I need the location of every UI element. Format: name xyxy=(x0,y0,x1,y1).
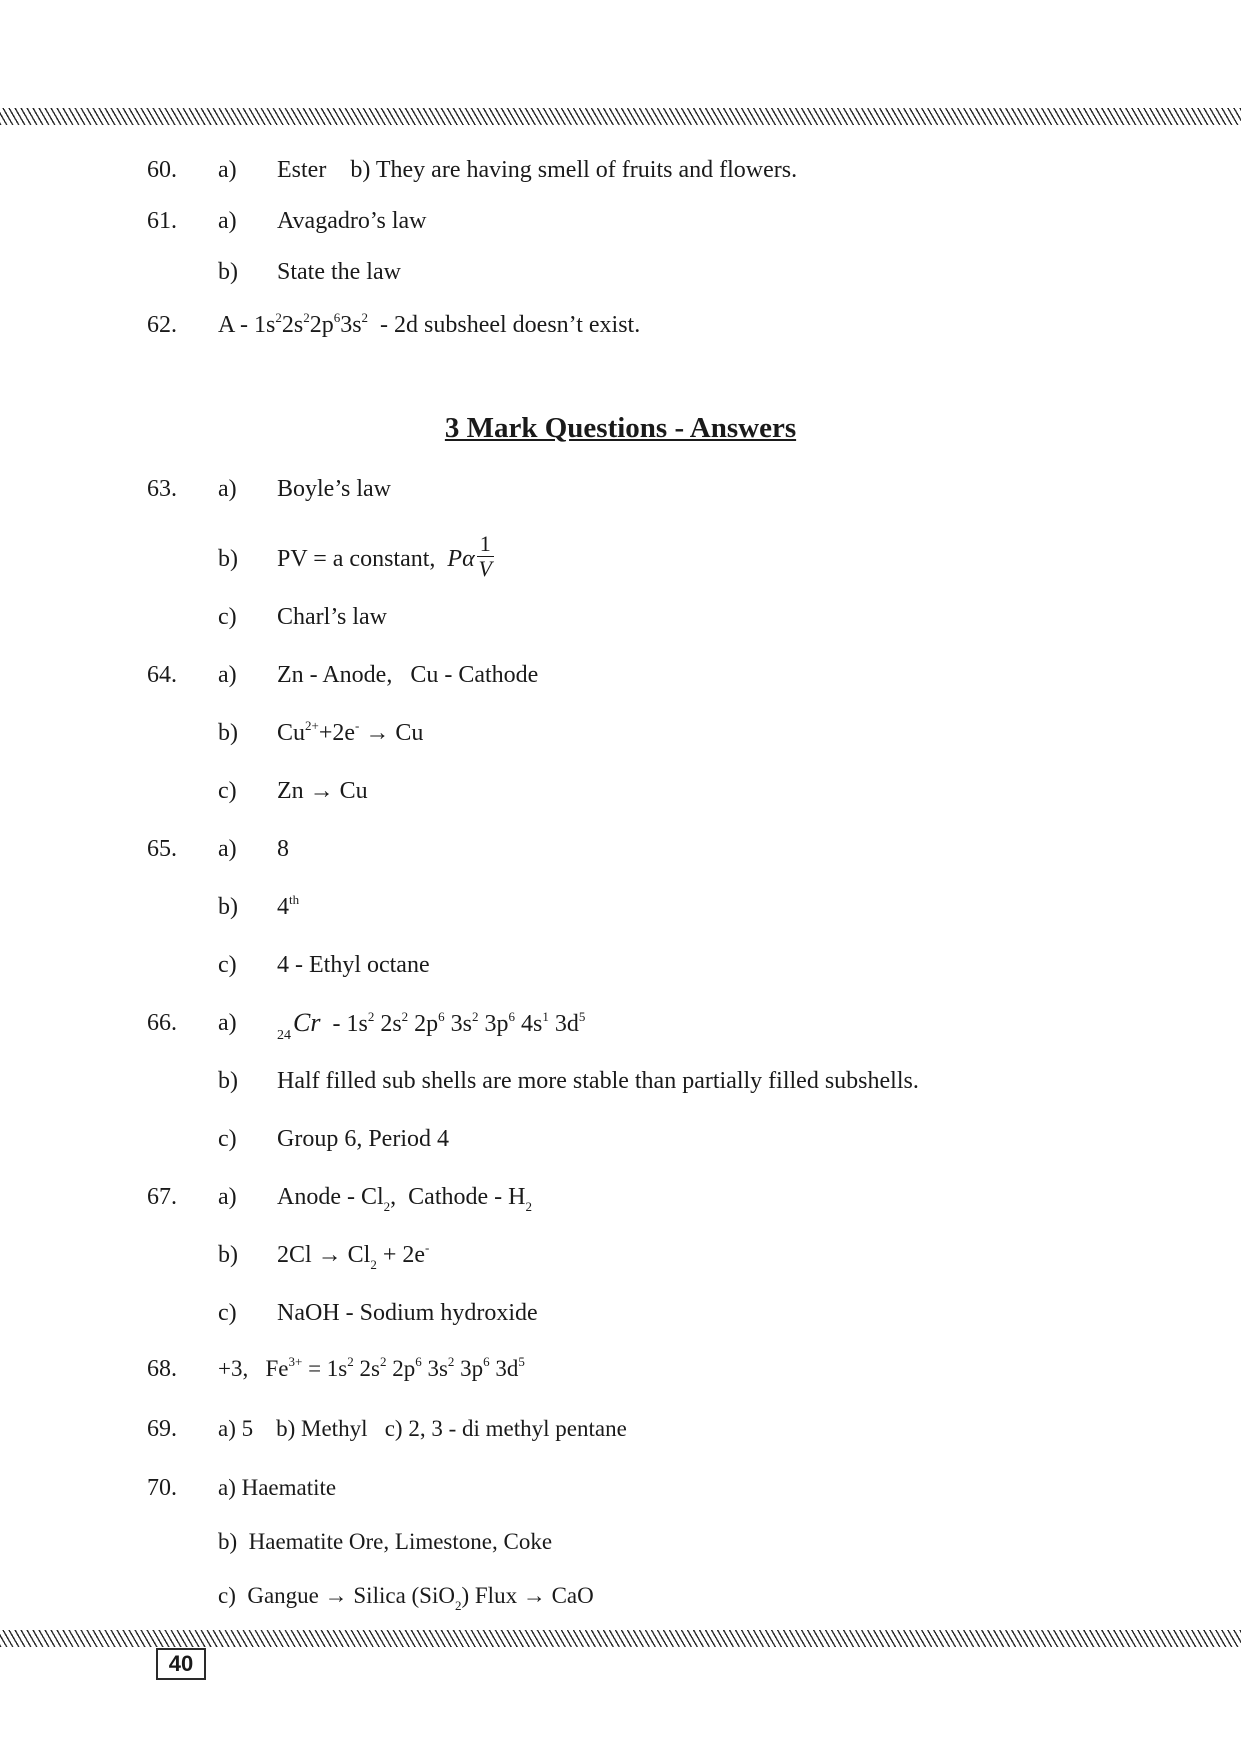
q66-b-text: Half filled sub shells are more stable than partially filled subshells. xyxy=(277,1068,919,1094)
q63-b-label: b) xyxy=(218,546,238,572)
orbital-electrons: 2 xyxy=(379,1354,387,1369)
q60-b-text: b) They are having smell of fruits and flowers. xyxy=(350,157,798,183)
q65-c-text: 4 - Ethyl octane xyxy=(277,952,430,978)
q65-b-answer xyxy=(277,892,299,922)
q64-b-sup: 2+ xyxy=(305,718,319,733)
q60-number: 60. xyxy=(147,157,177,183)
q66-c-text: Group 6, Period 4 xyxy=(277,1126,449,1152)
q68-sup: 3+ xyxy=(288,1354,303,1369)
orbital-electrons: 6 xyxy=(483,1354,490,1369)
orbital-label: 2p xyxy=(386,1356,416,1381)
q63-b-text: PV = a constant, xyxy=(277,546,436,572)
q67-b-sup: - xyxy=(425,1240,430,1255)
q70-c-sub: 2 xyxy=(454,1598,462,1613)
q68-answer xyxy=(218,1354,525,1384)
orbital-electrons: 1 xyxy=(542,1009,549,1024)
fraction-denominator: V xyxy=(478,555,492,581)
q70-b-text: b) Haematite Ore, Limestone, Coke xyxy=(218,1529,553,1554)
q62-number: 62. xyxy=(147,312,177,338)
atomic-number: 24 xyxy=(277,1028,291,1043)
q67-a-text: , Cathode - H xyxy=(390,1184,526,1210)
q63-a-label: a) xyxy=(218,476,237,502)
q63-number: 63. xyxy=(147,476,177,502)
q65-c-label: c) xyxy=(218,952,237,978)
q62-text: 3s xyxy=(340,312,362,338)
q66-c-label: c) xyxy=(218,1126,237,1152)
q62-text: 2p xyxy=(309,312,334,338)
orbital-label: 3p xyxy=(454,1356,484,1381)
orbital-electrons: 2 xyxy=(347,1354,354,1369)
q67-b-answer xyxy=(277,1240,429,1270)
orbital-electrons: 2 xyxy=(447,1354,455,1369)
q63-proportional: Pα xyxy=(447,546,475,572)
q67-b-label: b) xyxy=(218,1242,238,1268)
orbital-label: 3s xyxy=(421,1356,448,1381)
q65-b-text: 4 xyxy=(277,894,289,920)
q61-b-label: b) xyxy=(218,259,238,285)
fraction-numerator: 1 xyxy=(477,532,494,557)
q64-a-text: Zn - Anode, Cu - Cathode xyxy=(277,662,539,688)
q62-sup: 2 xyxy=(275,310,282,325)
q65-number: 65. xyxy=(147,836,177,862)
orbital-electrons: 6 xyxy=(415,1354,422,1369)
q65-b-sup: th xyxy=(289,892,300,907)
q67-a-text: Anode - Cl xyxy=(277,1184,384,1210)
orbital-label: 3p xyxy=(478,1011,509,1037)
q64-c-label: c) xyxy=(218,778,237,804)
q70-number: 70. xyxy=(147,1475,177,1501)
q67-c-label: c) xyxy=(218,1300,237,1326)
electron-configuration xyxy=(320,1011,585,1037)
bottom-hatch-border xyxy=(0,1630,1241,1647)
orbital-electrons: 6 xyxy=(508,1009,515,1024)
orbital-label: 2p xyxy=(408,1011,439,1037)
q67-a-answer xyxy=(277,1182,532,1212)
q64-a-label: a) xyxy=(218,662,237,688)
q63-c-text: Charl’s law xyxy=(277,604,387,630)
q66-b-label: b) xyxy=(218,1068,238,1094)
q67-a-sub: 2 xyxy=(383,1199,391,1214)
inverse-fraction xyxy=(477,532,494,581)
element-symbol: Cr xyxy=(293,1008,321,1037)
q62-text: 2s xyxy=(281,312,304,338)
q67-a-label: a) xyxy=(218,1184,237,1210)
orbital-label: 2s xyxy=(374,1011,402,1037)
q67-number: 67. xyxy=(147,1184,177,1210)
q63-c-label: c) xyxy=(218,604,237,630)
q64-c-text: Zn → Cu xyxy=(277,778,368,804)
q63-a-text: Boyle’s law xyxy=(277,476,391,502)
q69-text: a) 5 b) Methyl c) 2, 3 - di methyl pentane xyxy=(218,1416,627,1441)
q65-a-text: 8 xyxy=(277,836,289,862)
q63-b-answer xyxy=(277,530,494,588)
q62-answer xyxy=(218,310,640,340)
q64-number: 64. xyxy=(147,662,177,688)
top-hatch-border xyxy=(0,108,1241,125)
q65-a-label: a) xyxy=(218,836,237,862)
q64-b-text: Cu xyxy=(277,720,306,746)
q67-b-text: + 2e xyxy=(376,1242,426,1268)
q60-answer xyxy=(277,155,797,185)
orbital-label: - 1s xyxy=(320,1011,368,1037)
q62-text: - 2d subsheel doesn’t exist. xyxy=(368,312,641,338)
q61-a-label: a) xyxy=(218,208,237,234)
section-title: 3 Mark Questions - Answers xyxy=(444,412,797,444)
q61-number: 61. xyxy=(147,208,177,234)
orbital-label: 4s xyxy=(515,1011,543,1037)
q66-a-label: a) xyxy=(218,1010,237,1036)
q60-a-text: Ester xyxy=(277,157,327,183)
orbital-electrons: 5 xyxy=(518,1354,525,1369)
q66-number: 66. xyxy=(147,1010,177,1036)
q67-c-text: NaOH - Sodium hydroxide xyxy=(277,1300,538,1326)
orbital-electrons: 5 xyxy=(578,1009,586,1024)
orbital-label: 3d xyxy=(489,1356,519,1381)
orbital-electrons: 2 xyxy=(367,1009,375,1024)
q64-b-sup: - xyxy=(355,718,360,733)
q64-b-text: +2e xyxy=(318,720,356,746)
q62-text: A - 1s xyxy=(218,312,276,338)
q62-sup: 6 xyxy=(333,310,341,325)
orbital-label: 3d xyxy=(548,1011,579,1037)
q60-a-label: a) xyxy=(218,157,237,183)
q70-c-answer xyxy=(218,1581,594,1611)
orbital-label: 3s xyxy=(444,1011,472,1037)
orbital-electrons: 6 xyxy=(438,1009,445,1024)
q62-sup: 2 xyxy=(303,310,310,325)
q61-b-text: State the law xyxy=(277,259,401,285)
q66-a-answer xyxy=(277,1008,585,1043)
orbital-electrons: 2 xyxy=(401,1009,409,1024)
q68-text: +3, Fe xyxy=(218,1356,289,1381)
q70-c-text: c) Gangue → Silica (SiO xyxy=(218,1583,455,1608)
orbital-label: = 1s xyxy=(302,1356,348,1381)
q67-b-sub: 2 xyxy=(370,1257,377,1272)
q64-b-answer xyxy=(277,718,423,748)
q67-a-sub: 2 xyxy=(525,1199,532,1214)
q62-sup: 2 xyxy=(361,310,369,325)
q70-c-text: ) Flux → CaO xyxy=(461,1583,594,1608)
q68-number: 68. xyxy=(147,1356,177,1382)
q64-b-label: b) xyxy=(218,720,238,746)
q70-a-text: a) Haematite xyxy=(218,1475,337,1500)
q61-a-text: Avagadro’s law xyxy=(277,208,427,234)
q69-number: 69. xyxy=(147,1416,177,1442)
orbital-label: 2s xyxy=(353,1356,380,1381)
orbital-electrons: 2 xyxy=(472,1009,479,1024)
electron-configuration xyxy=(302,1356,525,1381)
q64-b-text: → Cu xyxy=(359,720,424,746)
q67-b-text: 2Cl → Cl xyxy=(277,1242,371,1268)
q65-b-label: b) xyxy=(218,894,238,920)
page-number: 40 xyxy=(156,1648,206,1680)
